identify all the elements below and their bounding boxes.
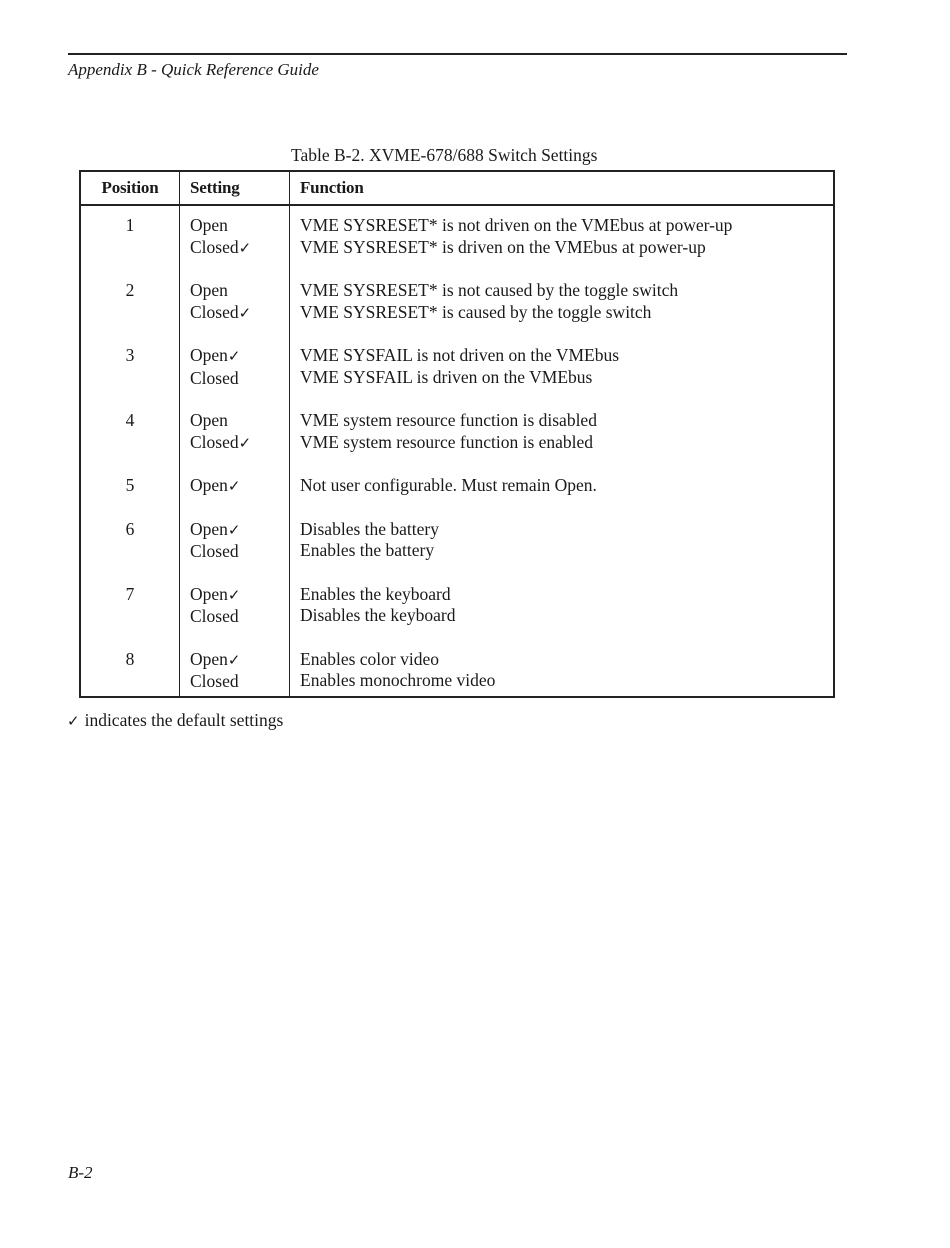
table-row	[80, 584, 834, 649]
default-check-icon: ✓	[238, 303, 252, 322]
setting-label: Closed	[190, 301, 239, 322]
setting-option	[190, 215, 289, 237]
table-row	[80, 649, 834, 697]
setting-label: Open	[190, 583, 228, 604]
setting-option	[190, 280, 289, 302]
setting-cell	[180, 649, 290, 697]
function-description: VME SYSFAIL is not driven on the VMEbus	[300, 345, 620, 365]
setting-cell	[180, 345, 290, 410]
default-check-icon: ✓	[238, 433, 252, 452]
setting-label: Open	[190, 215, 228, 235]
setting-label: Open	[190, 345, 228, 365]
setting-label: Open	[190, 518, 228, 539]
function-description: VME SYSRESET* is caused by the toggle switch	[300, 301, 652, 322]
table-row	[80, 205, 834, 280]
setting-option	[190, 671, 289, 693]
function-description: Enables color video	[300, 648, 439, 669]
setting-option	[190, 237, 289, 260]
function-description: VME SYSRESET* is driven on the VMEbus at power-up	[300, 236, 706, 257]
setting-option	[190, 410, 289, 432]
setting-cell	[180, 280, 290, 345]
default-check-icon: ✓	[227, 520, 241, 539]
setting-label: Closed	[190, 236, 239, 257]
switch-settings-table	[79, 170, 835, 698]
position-cell: 7	[80, 584, 180, 649]
function-description: Enables the keyboard	[300, 583, 451, 604]
function-description: Not user configurable. Must remain Open.	[300, 475, 597, 495]
table-row	[80, 345, 834, 410]
setting-option	[190, 302, 289, 325]
function-description: Enables the battery	[300, 540, 435, 560]
position-cell: 6	[80, 519, 180, 584]
function-cell	[290, 205, 835, 280]
default-check-icon: ✓	[227, 477, 241, 495]
column-header-position: Position	[80, 171, 180, 205]
position-cell: 4	[80, 410, 180, 475]
table-row	[80, 280, 834, 345]
function-cell	[290, 584, 835, 649]
setting-option	[190, 541, 289, 563]
setting-option	[190, 606, 289, 628]
table-row	[80, 475, 834, 519]
setting-cell	[180, 584, 290, 649]
position-cell: 8	[80, 649, 180, 697]
function-description: VME system resource function is disabled	[300, 410, 597, 430]
default-check-icon: ✓	[227, 585, 241, 604]
footnote	[67, 710, 283, 731]
column-header-function: Function	[290, 171, 835, 205]
function-description: Disables the keyboard	[300, 605, 456, 625]
default-check-icon: ✓	[238, 238, 252, 257]
setting-cell	[180, 475, 290, 519]
setting-cell	[180, 410, 290, 475]
setting-option	[190, 519, 289, 542]
position-cell: 2	[80, 280, 180, 345]
column-header-setting: Setting	[180, 171, 290, 205]
function-description: VME system resource function is enabled	[300, 431, 594, 452]
setting-cell	[180, 519, 290, 584]
setting-cell	[180, 205, 290, 280]
function-description: VME SYSFAIL is driven on the VMEbus	[300, 366, 593, 387]
setting-label: Closed	[190, 367, 239, 388]
default-check-icon: ✓	[227, 650, 241, 669]
position-cell: 1	[80, 205, 180, 280]
position-cell: 3	[80, 345, 180, 410]
setting-label: Open	[190, 648, 228, 669]
function-description: Disables the battery	[300, 518, 439, 539]
function-description: Enables monochrome video	[300, 670, 496, 690]
table-body	[80, 205, 834, 697]
table-row	[80, 519, 834, 584]
setting-label: Closed	[190, 606, 239, 626]
function-cell	[290, 519, 835, 584]
table-caption: Table B-2. XVME-678/688 Switch Settings	[291, 145, 598, 165]
setting-label: Open	[190, 410, 228, 430]
default-check-icon: ✓	[227, 347, 241, 365]
setting-option	[190, 584, 289, 607]
setting-option	[190, 345, 289, 368]
table-header-row	[80, 171, 834, 205]
setting-option	[190, 368, 289, 390]
position-cell: 5	[80, 475, 180, 519]
setting-label: Closed	[190, 431, 239, 452]
function-description: VME SYSRESET* is not driven on the VMEbus at power-up	[300, 215, 733, 235]
setting-label: Closed	[190, 671, 239, 691]
header-rule	[68, 53, 847, 55]
table-row	[80, 410, 834, 475]
setting-label: Open	[190, 475, 228, 495]
setting-option	[190, 649, 289, 672]
setting-option	[190, 432, 289, 455]
function-cell	[290, 345, 835, 410]
function-cell	[290, 410, 835, 475]
function-description: VME SYSRESET* is not caused by the toggle switch	[300, 280, 679, 300]
function-cell	[290, 280, 835, 345]
footnote-text: indicates the default settings	[84, 710, 284, 730]
setting-label: Closed	[190, 541, 239, 561]
function-cell	[290, 475, 835, 519]
page-number: B-2	[68, 1163, 93, 1182]
check-mark-icon: ✓	[67, 712, 80, 730]
setting-label: Open	[190, 280, 228, 300]
function-cell	[290, 649, 835, 697]
running-header: Appendix B - Quick Reference Guide	[68, 60, 319, 79]
setting-option	[190, 475, 289, 498]
